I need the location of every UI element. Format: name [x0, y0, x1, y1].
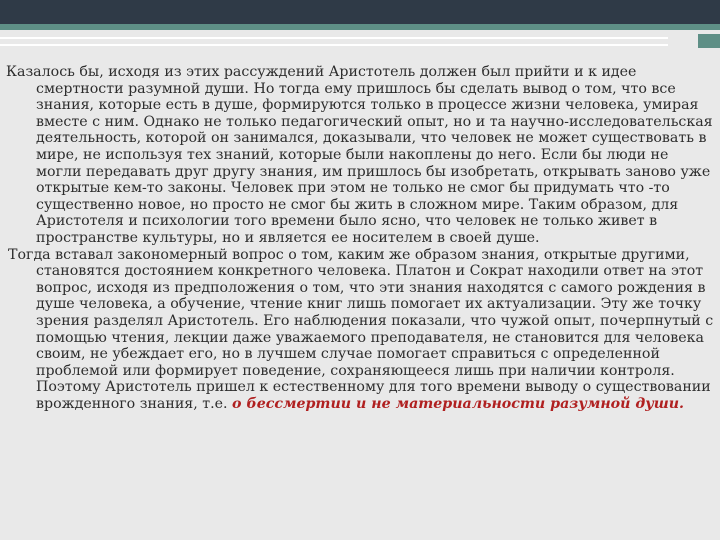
paragraph-2	[6, 247, 714, 413]
decorative-line-lower	[0, 44, 668, 46]
top-title-bar	[0, 0, 720, 24]
slide-body	[6, 64, 714, 412]
corner-accent-block	[698, 34, 720, 48]
top-accent-stripe	[0, 24, 720, 30]
paragraph-2-text: Тогда вставал закономерный вопрос о том, каким же образом знания, открытые другими, становятся достоянием конкретного человека. Платон и Сократ находили ответ на этот вопрос, исходя из предположения о том, что эти знания находятся с самого рождения в душе человека, а обучение, чтение книг лишь помогает их актуализации. Эту же точку зрения разделял Аристотель. Его наблюдения показали, что чужой опыт, почерпнутый с помощью чтения, лекции даже уважаемого преподавателя, не становится для человека своим, не убеждает его, но в лучшем случае помогает справиться с определенной проблемой или формирует поведение, сохраняющееся лишь при наличии контроля. Поэтому Аристотель пришел к естественному для того времени выводу о существовании врожденного знания, т.е.	[8, 246, 714, 412]
decorative-line-upper	[0, 37, 668, 39]
paragraph-2-highlight: о бессмертии и не материальности разумной души.	[232, 395, 684, 412]
paragraph-1: Казалось бы, исходя из этих рассуждений Аристотель должен был прийти и к идее смертности разумной души. Но тогда ему пришлось бы сделать вывод о том, что все знания, которые есть в душе, формируются только в процессе жизни человека, умирая вместе с ним. Однако не только педагогический опыт, но и та научно-исследовательская деятельность, которой он занимался, доказывали, что человек не может существовать в мире, не используя тех знаний, которые были накоплены до него. Если бы люди не могли передавать друг другу знания, им пришлось бы изобретать, открывать заново уже открытые кем-то законы. Человек при этом не только не смог бы придумать что -то существенно новое, но просто не смог бы жить в сложном мире. Таким образом, для Аристотеля и психологии того времени было ясно, что человек не только живет в пространстве культуры, но и является ее носителем в своей душе.	[6, 64, 713, 246]
